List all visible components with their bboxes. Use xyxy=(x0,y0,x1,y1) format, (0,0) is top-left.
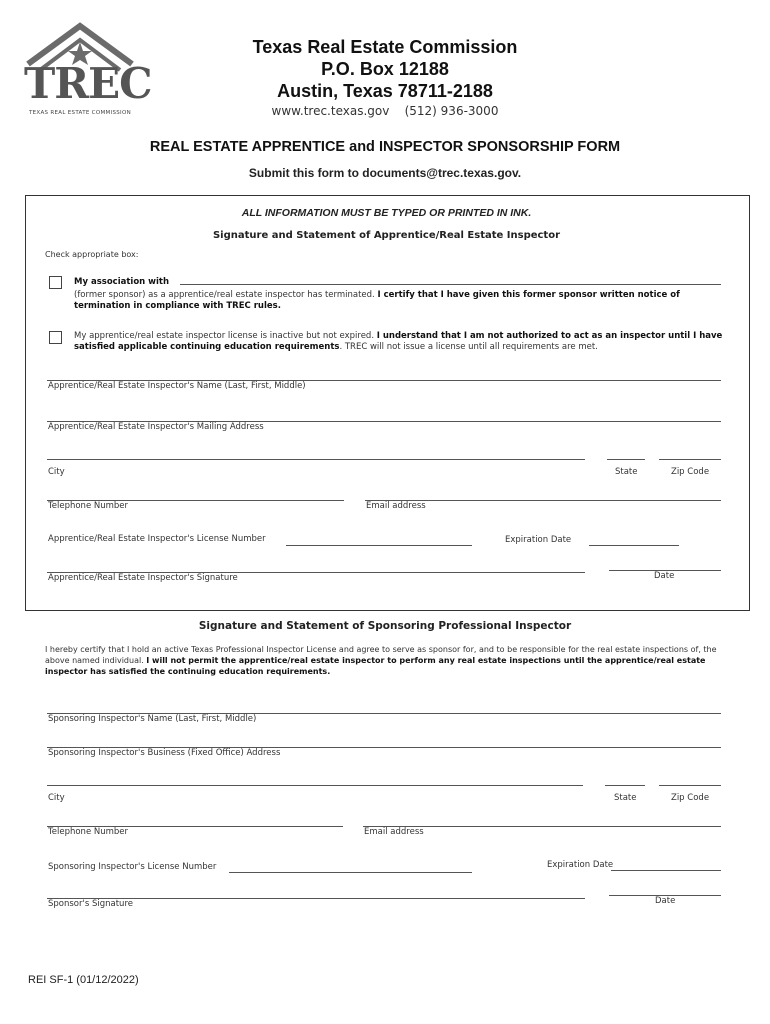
sponsor-phone-label: Telephone Number xyxy=(48,827,129,837)
apprentice-date-label: Date xyxy=(654,571,675,581)
apprentice-city-label: City xyxy=(48,467,65,477)
sponsor-statement: I hereby certify that I hold an active Texas Professional Inspector License and agree to serve as sponsor for, and to be responsible for the real estate inspections of, the above named individual. I will not permit the apprentice/real estate inspector to perform any real estate inspections until the apprentice/real estate inspector has satisfied the continuing education requirements. xyxy=(45,645,717,676)
option2-text: My apprentice/real estate inspector license is inactive but not expired. I understand that I am not authorized to act as an inspector until I have satisfied applicable continuing education requirements. TREC will not issue a license until all requirements are met. xyxy=(74,331,723,352)
city-state: Austin, Texas 78711-2188 xyxy=(277,81,493,101)
sponsor-expiration-label: Expiration Date xyxy=(547,860,614,870)
org-name: Texas Real Estate Commission xyxy=(252,37,518,57)
sponsor-address-label: Sponsoring Inspector's Business (Fixed Office) Address xyxy=(48,748,281,758)
logo-text: TREC xyxy=(24,59,152,108)
contact-line xyxy=(140,104,630,118)
po-box: P.O. Box 12188 xyxy=(321,59,449,79)
sponsor-city-field[interactable] xyxy=(47,785,583,786)
sponsor-zip-field[interactable] xyxy=(659,785,721,786)
sponsor-email-label: Email address xyxy=(364,827,424,837)
sponsor-license-label: Sponsoring Inspector's License Number xyxy=(48,862,217,872)
apprentice-state-field[interactable] xyxy=(607,459,645,460)
apprentice-zip-field[interactable] xyxy=(659,459,721,460)
sponsor-city-label: City xyxy=(48,793,65,803)
form-id: REI SF-1 (01/12/2022) xyxy=(28,974,139,986)
apprentice-city-field[interactable] xyxy=(47,459,585,460)
phone-number: (512) 936-3000 xyxy=(404,104,499,118)
license-inactive-checkbox[interactable] xyxy=(49,331,62,344)
check-label: Check appropriate box: xyxy=(45,250,139,259)
sponsor-expiration-field[interactable] xyxy=(611,870,721,871)
trec-logo xyxy=(22,20,152,120)
apprentice-address-label: Apprentice/Real Estate Inspector's Mailing Address xyxy=(48,422,264,432)
apprentice-zip-label: Zip Code xyxy=(671,467,710,477)
website-link[interactable]: www.trec.texas.gov xyxy=(271,104,390,118)
option1-title: My association with xyxy=(74,277,170,287)
apprentice-heading: Signature and Statement of Apprentice/Real Estate Inspector xyxy=(212,230,561,241)
apprentice-expiration-label: Expiration Date xyxy=(505,535,572,545)
ink-notice: ALL INFORMATION MUST BE TYPED OR PRINTED IN INK. xyxy=(241,207,532,219)
sponsor-state-label: State xyxy=(614,793,637,803)
apprentice-expiration-field[interactable] xyxy=(589,545,679,546)
former-sponsor-field[interactable] xyxy=(180,284,721,285)
logo-subtext: TEXAS REAL ESTATE COMMISSION xyxy=(28,110,132,116)
apprentice-name-label: Apprentice/Real Estate Inspector's Name (Last, First, Middle) xyxy=(48,381,306,391)
apprentice-signature-label: Apprentice/Real Estate Inspector's Signature xyxy=(48,573,238,583)
sponsor-heading: Signature and Statement of Sponsoring Professional Inspector xyxy=(198,620,572,632)
submit-note: Submit this form to documents@trec.texas.gov. xyxy=(248,166,522,180)
option1-text: (former sponsor) as a apprentice/real estate inspector has terminated. I certify that I have given this former sponsor written notice of termination in compliance with TREC rules. xyxy=(74,290,680,311)
apprentice-license-label: Apprentice/Real Estate Inspector's License Number xyxy=(48,534,266,544)
apprentice-license-field[interactable] xyxy=(286,545,472,546)
apprentice-email-label: Email address xyxy=(366,501,426,511)
form-title: REAL ESTATE APPRENTICE and INSPECTOR SPONSORSHIP FORM xyxy=(149,139,621,155)
association-terminated-checkbox[interactable] xyxy=(49,276,62,289)
sponsor-state-field[interactable] xyxy=(605,785,645,786)
sponsor-name-label: Sponsoring Inspector's Name (Last, First, Middle) xyxy=(48,714,257,724)
apprentice-state-label: State xyxy=(615,467,638,477)
sponsor-license-field[interactable] xyxy=(229,872,472,873)
sponsor-signature-label: Sponsor's Signature xyxy=(48,899,133,909)
apprentice-phone-label: Telephone Number xyxy=(48,501,129,511)
sponsor-date-label: Date xyxy=(655,896,676,906)
sponsor-zip-label: Zip Code xyxy=(671,793,710,803)
